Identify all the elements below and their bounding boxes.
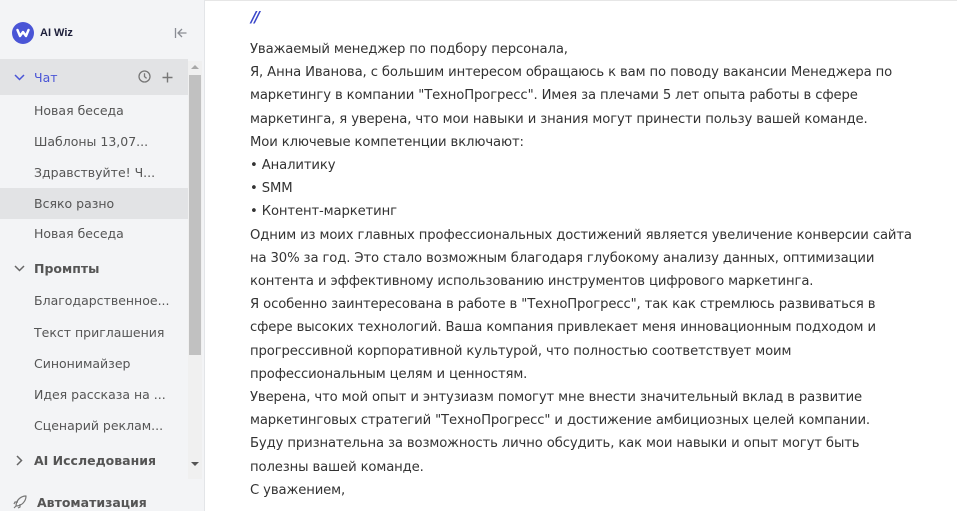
chat-item-label: Здравствуйте! Ч...: [34, 165, 156, 180]
chat-item-label: Новая беседа: [34, 226, 124, 241]
scrollbar-thumb[interactable]: [189, 75, 201, 355]
prompt-item[interactable]: [0, 285, 188, 316]
message-bullet: • Аналитику: [250, 158, 336, 174]
section-prompts[interactable]: [0, 250, 188, 286]
section-ai-research[interactable]: [0, 442, 188, 478]
prompt-item-label: Благодарственное...: [34, 293, 170, 308]
app-name: AI Wiz: [40, 27, 73, 39]
message-line: полезны вашей команде.: [250, 459, 424, 475]
message-bullet: • SMM: [250, 181, 293, 197]
automation-nav-item[interactable]: [12, 494, 147, 510]
message-line: сфере высоких технологий. Ваша компания привлекает меня инновационным подходом и: [250, 320, 876, 336]
message-line: на 30% за год. Это стало возможным благодаря глубокому анализу данных, оптимизации: [250, 250, 875, 266]
scroll-up-arrow-icon[interactable]: [191, 65, 199, 69]
chat-item[interactable]: [0, 126, 188, 157]
message-line: С уважением,: [250, 482, 346, 498]
brand[interactable]: [12, 21, 73, 45]
chevron-right-icon: [13, 454, 25, 466]
message-line: профессиональным целям и ценностям.: [250, 366, 528, 382]
message-line: Уважаемый менеджер по подбору персонала,: [250, 42, 568, 57]
section-chat-label: Чат: [34, 69, 58, 85]
prompt-item[interactable]: [0, 317, 188, 348]
chat-item-label: Новая беседа: [34, 103, 124, 118]
message-line: маркетинга, я уверена, что мои навыки и знания могут принести пользу вашей команде.: [250, 111, 868, 127]
message-line: Я, Анна Иванова, с большим интересом обращаюсь к вам по поводу вакансии Менеджера по: [250, 65, 893, 81]
message-line: Мои ключевые компетенции включают:: [250, 134, 524, 150]
chat-item[interactable]: [0, 157, 188, 188]
message-line: контента и эффективному использованию инструментов цифрового маркетинга.: [250, 274, 814, 290]
rocket-icon: [12, 494, 28, 510]
chevron-down-icon: [13, 262, 25, 274]
message-line: прогрессивной корпоративной культурой, что полностью соответствует моим: [250, 343, 792, 359]
sidebar: [0, 0, 205, 511]
chat-item-label: Шаблоны 13,07...: [34, 134, 149, 149]
sidebar-scroll-area: [0, 59, 188, 479]
collapse-sidebar-button[interactable]: [172, 24, 190, 42]
message-line: Одним из моих главных профессиональных достижений является увеличение конверсии сайта: [250, 227, 912, 243]
message-line: маркетинговых стратегий "ТехноПрогресс" и достижение амбициозных целей компании.: [250, 413, 871, 429]
plus-icon[interactable]: [162, 68, 173, 87]
chat-item[interactable]: [0, 95, 188, 126]
message-bullet: • Контент-маркетинг: [250, 204, 397, 220]
chat-item-selected[interactable]: [0, 188, 188, 219]
chevron-down-icon: [13, 71, 25, 83]
chat-item[interactable]: [0, 218, 188, 249]
prompt-item-label: Сценарий реклам...: [34, 418, 164, 433]
collapse-left-icon: [174, 27, 188, 39]
prompt-item[interactable]: [0, 410, 188, 441]
chat-item-label: Всяко разно: [34, 196, 115, 211]
message-line: Я особенно заинтересована в работе в "ТехноПрогресс", так как стремлюсь развиваться в: [250, 297, 876, 313]
message-line: маркетингу в компании "ТехноПрогресс". Имея за плечами 5 лет опыта работы в сфере: [250, 88, 858, 104]
history-icon[interactable]: [138, 68, 151, 87]
prompt-item[interactable]: [0, 379, 188, 410]
scroll-down-arrow-icon[interactable]: [191, 462, 199, 466]
ai-wiz-logo-icon: [12, 22, 34, 44]
prompt-item-label: Текст приглашения: [34, 325, 165, 340]
message-text: [250, 38, 930, 502]
automation-label: Автоматизация: [37, 494, 147, 510]
message-line: Буду признательна за возможность лично обсудить, как мои навыки и опыт могут быть: [250, 436, 860, 452]
message-mark: //: [251, 8, 258, 26]
message-line: Уверена, что мой опыт и энтузиазм помогут мне внести значительный вклад в развитие: [250, 390, 863, 406]
section-prompts-label: Промпты: [34, 260, 100, 276]
section-chat[interactable]: [0, 59, 188, 95]
prompt-item-label: Идея рассказа на ...: [34, 387, 166, 402]
prompt-item-label: Синонимайзер: [34, 356, 131, 371]
section-ai-research-label: AI Исследования: [34, 452, 157, 468]
sidebar-scrollbar[interactable]: [188, 61, 202, 479]
prompt-item[interactable]: [0, 348, 188, 379]
